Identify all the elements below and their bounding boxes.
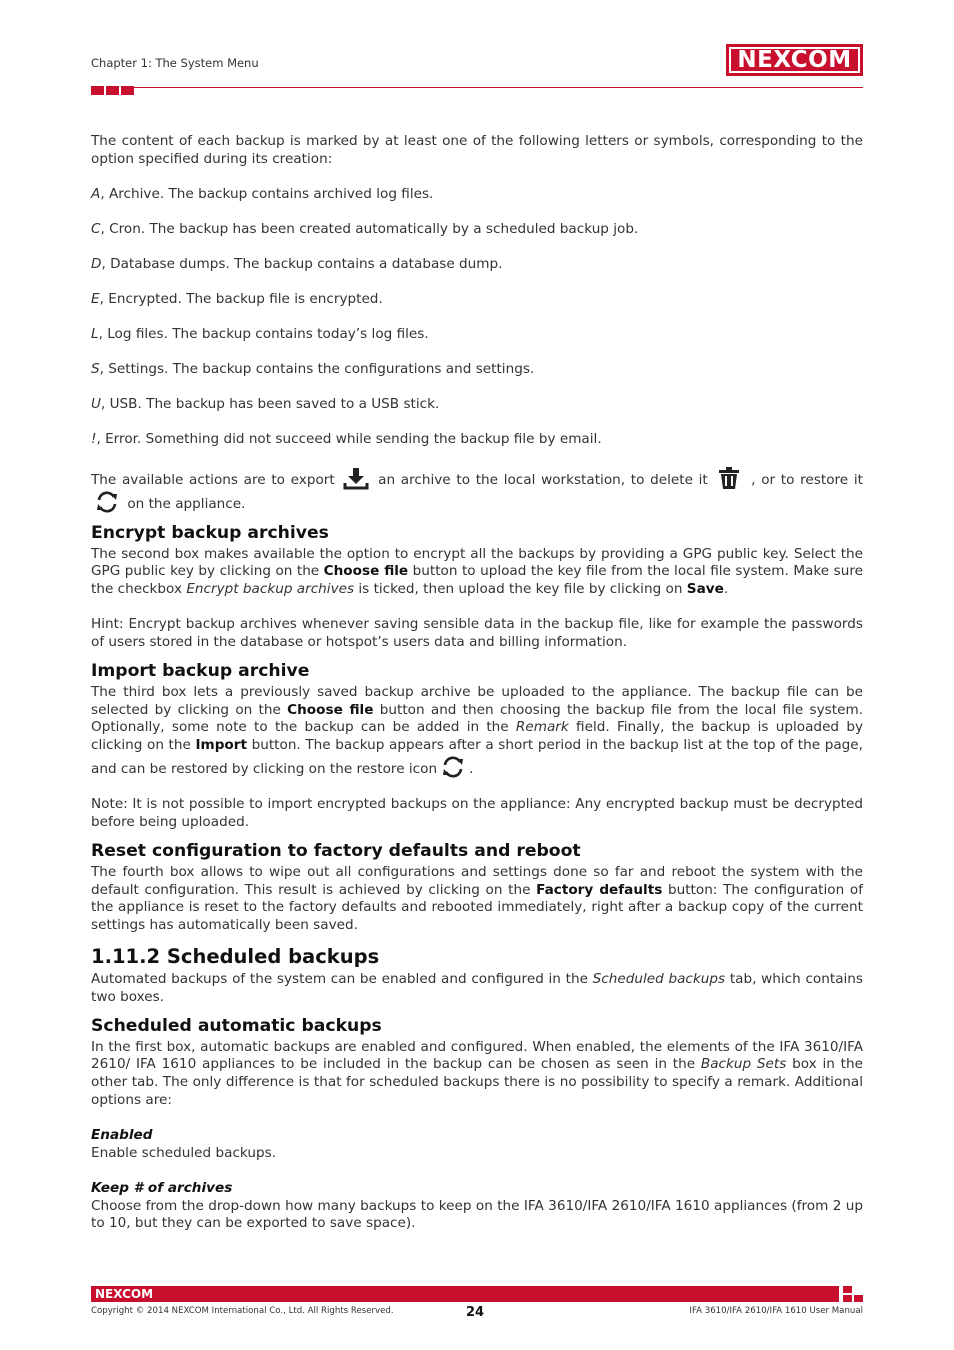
page-content [91, 133, 863, 1250]
letter-item-a [91, 186, 863, 204]
text-run: Automated backups of the system can be enabled and configured in the [91, 970, 593, 987]
remark-label: Remark [515, 719, 569, 736]
page-number: 24 [466, 1305, 485, 1320]
letter-item-d [91, 256, 863, 274]
letter-item-l [91, 326, 863, 344]
encrypt-hint: Hint: Encrypt backup archives whenever saving sensible data in the backup file, like for example the passwords of users stored in the database or hotspot’s users data and billing information. [91, 616, 863, 651]
scheduled-paragraph [91, 971, 863, 1007]
factory-defaults-label: Factory defaults [536, 881, 663, 898]
chapter-title: Chapter 1: The System Menu [91, 56, 259, 70]
letter-desc: , Settings. The backup contains the configurations and settings. [99, 360, 535, 377]
import-label: Import [195, 737, 247, 754]
letter-key: E [91, 290, 100, 307]
heading-reset: Reset configuration to factory defaults and reboot [91, 840, 581, 861]
import-paragraph [91, 684, 863, 779]
actions-paragraph [91, 466, 863, 514]
logo-text: NEXCOM [729, 47, 859, 73]
text-run: box in the other tab. The only difference is that for scheduled backups there is no possibility to specify a remark. Additional options are: [91, 1056, 863, 1108]
choose-file-label: Choose file [287, 701, 374, 718]
text-run: field. Finally, the backup is uploaded by clicking on the [91, 719, 863, 754]
actions-text-2: an archive to the local workstation, to delete it [378, 471, 708, 488]
letter-key: S [91, 360, 100, 377]
text-run: . [723, 581, 729, 598]
text-run: The second box makes available the option to encrypt all the backups by providing a GPG public key. Select the GPG public key by clicking on the [91, 545, 863, 580]
letter-desc: , Log files. The backup contains today’s log files. [98, 325, 429, 342]
footer-bar [91, 1286, 839, 1302]
letter-desc: , Error. Something did not succeed while sending the backup file by email. [96, 430, 602, 447]
option-title: Enabled [91, 1126, 153, 1143]
text-run: tab, which contains two boxes. [91, 970, 863, 1005]
option-title-keep [91, 1180, 863, 1198]
footer-decoration [843, 1286, 863, 1302]
tab-name: Scheduled backups [592, 970, 726, 987]
letter-desc: , Cron. The backup has been created automatically by a scheduled backup job. [100, 220, 639, 237]
import-note: Note: It is not possible to import encrypted backups on the appliance: Any encrypted backup must be decrypted before being uploaded. [91, 796, 863, 830]
text-run: button to upload the key file from the local file system. Make sure the checkbox [91, 563, 863, 598]
option-title: Keep # of archives [91, 1179, 233, 1196]
choose-file-label: Choose file [323, 563, 409, 580]
actions-text-4: on the appliance. [127, 495, 246, 512]
footer-logo: NEXCOM [95, 1287, 154, 1301]
letter-key: L [91, 325, 99, 342]
backup-sets-label: Backup Sets [700, 1056, 787, 1073]
heading-scheduled-backups: 1.11.2 Scheduled backups [91, 944, 380, 968]
letter-desc: , Encrypted. The backup file is encrypted. [99, 290, 383, 307]
letter-key: D [91, 255, 102, 272]
text-run: The fourth box allows to wipe out all configurations and settings done so far and reboot the system with the default configuration. This result is achieved by clicking on the [91, 863, 863, 898]
letter-desc: , Archive. The backup contains archived log files. [100, 185, 434, 202]
download-icon [343, 466, 369, 490]
letter-item-e [91, 291, 863, 309]
trash-icon [716, 466, 742, 490]
text-run: In the first box, automatic backups are enabled and configured. When enabled, the elements of the IFA 3610/IFA 2610/ IFA 1610 appliances to be included in the backup can be chosen as seen in the [91, 1038, 863, 1073]
footer-manual-title: IFA 3610/IFA 2610/IFA 1610 User Manual [689, 1306, 863, 1316]
heading-encrypt: Encrypt backup archives [91, 522, 329, 543]
text-run: . [469, 761, 474, 778]
intro-paragraph: The content of each backup is marked by at least one of the following letters or symbols, corresponding to the option specified during its creation: [91, 133, 863, 167]
heading-scheduled-automatic: Scheduled automatic backups [91, 1015, 382, 1036]
letter-key: U [91, 395, 101, 412]
text-run: button: The configuration of the appliance is reset to the factory defaults and rebooted immediately, right after a backup copy of the current settings has automatically been saved. [91, 881, 863, 934]
text-run: is ticked, then upload the key file by clicking on [354, 581, 687, 598]
nexcom-logo [726, 44, 863, 76]
sched-auto-paragraph [91, 1039, 863, 1110]
header-decoration [91, 86, 134, 95]
letter-item-error [91, 431, 863, 449]
header-rule [134, 87, 863, 88]
restore-icon [440, 755, 466, 779]
checkbox-label: Encrypt backup archives [186, 581, 355, 598]
reset-paragraph [91, 864, 863, 935]
text-run: button and then choosing the backup file from the local file system. Optionally, some note to the backup can be added in the [91, 701, 864, 736]
option-title-enabled [91, 1127, 863, 1145]
actions-text-3: , or to restore it [751, 471, 863, 488]
heading-import: Import backup archive [91, 660, 310, 681]
restore-icon [94, 490, 120, 514]
letter-item-c [91, 221, 863, 239]
letter-desc: , USB. The backup has been saved to a USB stick. [100, 395, 440, 412]
letter-key: ! [91, 430, 97, 447]
letter-key: A [91, 185, 101, 202]
letter-item-s [91, 361, 863, 379]
letter-item-u [91, 396, 863, 414]
encrypt-paragraph [91, 546, 863, 599]
save-label: Save [686, 581, 724, 598]
footer-copyright: Copyright © 2014 NEXCOM International Co., Ltd. All Rights Reserved. [91, 1306, 394, 1316]
option-desc-keep: Choose from the drop-down how many backups to keep on the IFA 3610/IFA 2610/IFA 1610 appliances (from 2 up to 10, but they can be exported to save space). [91, 1197, 863, 1232]
text-run: The third box lets a previously saved backup archive be uploaded to the appliance. The backup file can be selected by clicking on the [91, 683, 863, 718]
actions-text-1: The available actions are to export [91, 471, 335, 488]
text-run: button. The backup appears after a short period in the backup list at the top of the page, and can be restored by clicking on the restore icon [91, 737, 863, 778]
letter-key: C [91, 220, 101, 237]
letter-desc: , Database dumps. The backup contains a database dump. [101, 255, 503, 272]
option-desc-enabled: Enable scheduled backups. [91, 1144, 277, 1161]
